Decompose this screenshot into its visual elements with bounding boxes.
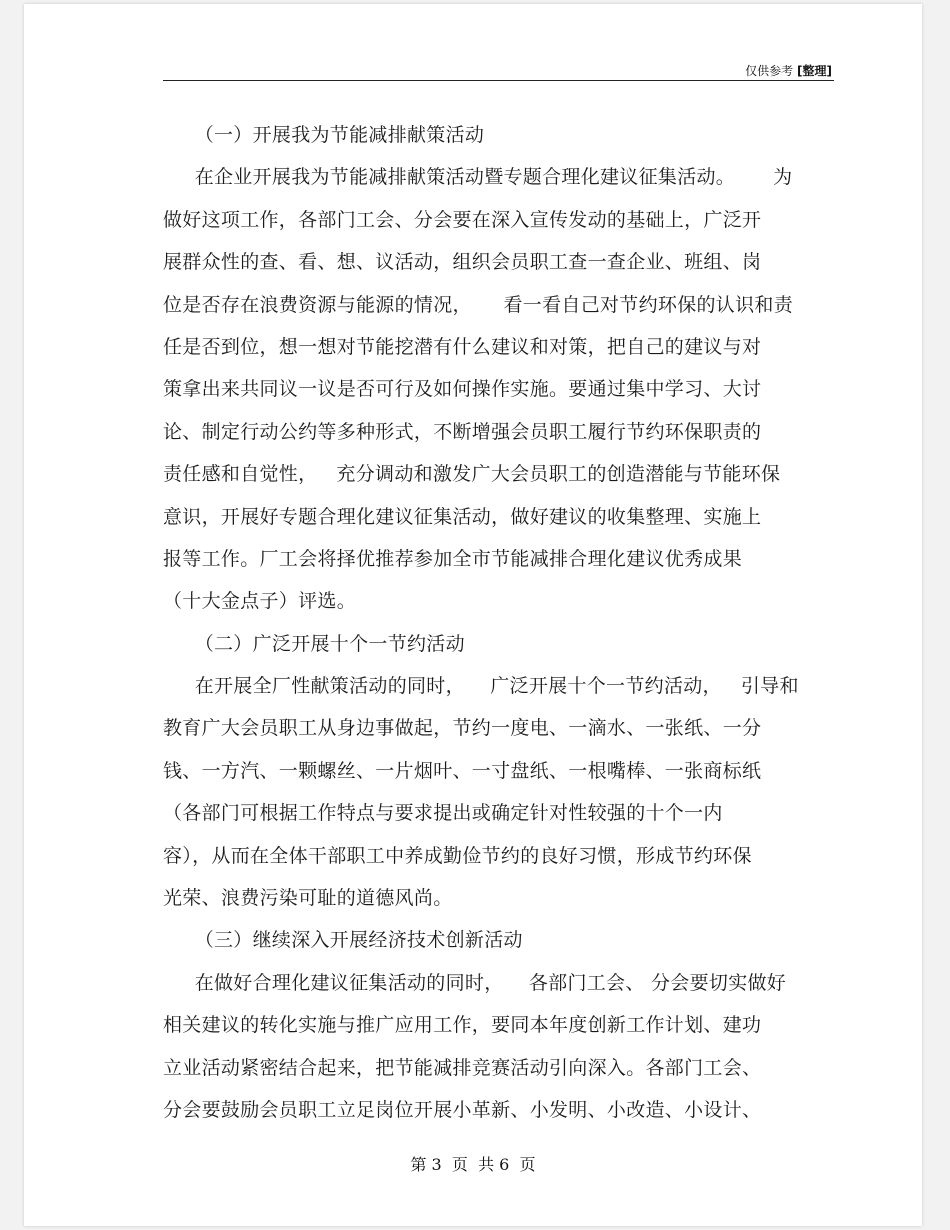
text-line: （三）继续深入开展经济技术创新活动	[163, 929, 523, 952]
header-bracket: [整理]	[797, 64, 832, 78]
text-line: 责任感和自觉性， 充分调动和激发广大会员职工的创造潜能与节能环保	[163, 463, 781, 486]
text-line: 意识，开展好专题合理化建议征集活动，做好建议的收集整理、实施上	[163, 505, 762, 528]
text-line: 容），从而在全体干部职工中养成勤俭节约的良好习惯，形成节约环保	[163, 844, 752, 867]
text-line: 立业活动紧密结合起来，把节能减排竞赛活动引向深入。各部门工会、	[163, 1056, 762, 1079]
text-line: 位是否存在浪费资源与能源的情况， 看一看自己对节约环保的认识和责	[163, 293, 793, 316]
text-line: （二）广泛开展十个一节约活动	[163, 632, 465, 655]
text-line: 分会要鼓励会员职工立足岗位开展小革新、小发明、小改造、小设计、	[163, 1098, 762, 1121]
text-line: 报等工作。厂工会将择优推荐参加全市节能减排合理化建议优秀成果	[163, 547, 743, 570]
text-line: 在企业开展我为节能减排献策活动暨专题合理化建议征集活动。 为	[163, 166, 793, 189]
text-line: 在开展全厂性献策活动的同时， 广泛开展十个一节约活动， 引导和	[163, 675, 799, 698]
header-label	[745, 62, 832, 79]
text-line: 光荣、浪费污染可耻的道德风尚。	[163, 887, 453, 910]
text-line: （各部门可根据工作特点与要求提出或确定针对性较强的十个一内	[163, 802, 723, 825]
page-footer: 第 3 页 共 6 页	[410, 1155, 536, 1174]
text-line: 做好这项工作，各部门工会、分会要在深入宣传发动的基础上，广泛开	[163, 208, 762, 231]
text-line: 相关建议的转化实施与推广应用工作，要同本年度创新工作计划、建功	[163, 1014, 762, 1037]
text-line: 教育广大会员职工从身边事做起，节约一度电、一滴水、一张纸、一分	[163, 717, 762, 740]
text-line: 钱、一方汽、一颗螺丝、一片烟叶、一寸盘纸、一根嘴棒、一张商标纸	[163, 759, 762, 782]
text-line: 策拿出来共同议一议是否可行及如何操作实施。要通过集中学习、大讨	[163, 378, 762, 401]
body-text	[163, 114, 863, 1131]
text-line: 任是否到位，想一想对节能挖潜有什么建议和对策，把自己的建议与对	[163, 335, 762, 358]
page-header	[163, 62, 834, 81]
text-line: 论、制定行动公约等多种形式，不断增强会员职工履行节约环保职责的	[163, 420, 762, 443]
text-line: （一）开展我为节能减排献策活动	[163, 124, 485, 146]
header-text: 仅供参考	[745, 64, 794, 78]
text-line: 展群众性的查、看、想、议活动，组织会员职工查一查企业、班组、岗	[163, 251, 762, 274]
document-page	[24, 4, 922, 1226]
text-line: （十大金点子）评选。	[163, 590, 357, 613]
text-line: 在做好合理化建议征集活动的同时， 各部门工会、 分会要切实做好	[163, 971, 787, 994]
